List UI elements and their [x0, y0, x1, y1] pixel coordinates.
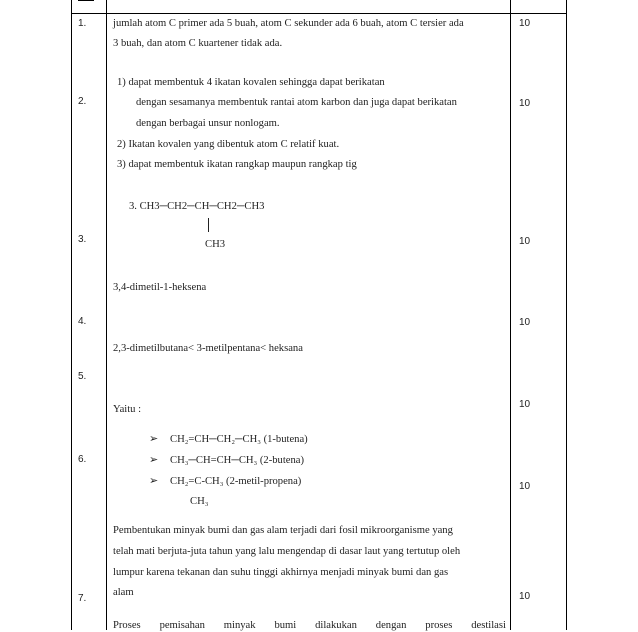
- row7-word: pemisahan: [159, 620, 205, 631]
- row4-answer: 2,3-dimetilbutana< 3-metilpentana< heksana: [113, 343, 303, 354]
- row7-word: proses: [425, 620, 453, 631]
- row7-text-line-2: telah mati berjuta-juta tahun yang lalu mengendap di dasar laut yang tertutup oleh: [113, 546, 461, 557]
- row-score-4: 10: [519, 317, 531, 328]
- row7-text-line-4: alam: [113, 587, 134, 598]
- row-score-2: 10: [519, 98, 531, 109]
- row7-word: minyak: [223, 620, 256, 631]
- row6-item-3-branch: CH₃: [190, 496, 209, 507]
- row7-word: bumi: [274, 620, 297, 631]
- row-number-4: 4.: [78, 316, 87, 327]
- table-column-divider-1: [106, 0, 107, 630]
- table-border-right: [566, 0, 567, 630]
- row6-bullet-2: ➢: [149, 454, 159, 466]
- row7-text-line-3: lumpur karena tekanan dan suhu tinggi akhirnya menjadi minyak bumi dan gas: [113, 567, 449, 578]
- row-number-2: 2.: [78, 96, 87, 107]
- row7-word: destilasi: [471, 620, 506, 631]
- row5-intro: Yaitu :: [113, 404, 142, 415]
- row7-word: Proses: [113, 620, 141, 631]
- row-score-5: 10: [519, 399, 531, 410]
- row3-answer: 3,4-dimetil-1-heksena: [113, 282, 207, 293]
- row-number-7: 7.: [78, 593, 87, 604]
- row-number-3: 3.: [78, 234, 87, 245]
- row6-item-3: CH₂=C-CH₃ (2-metil-propena): [170, 476, 302, 487]
- row3-formula-main: 3. CH3─CH2─CH─CH2─CH3: [129, 201, 265, 212]
- row6-item-2: CH₃─CH=CH─CH₃ (2-butena): [170, 455, 305, 466]
- row-number-1: 1.: [78, 18, 87, 29]
- row-number-6: 6.: [78, 454, 87, 465]
- table-header-mark: [78, 0, 94, 1]
- row2-text-line-4: 2) Ikatan kovalen yang dibentuk atom C relatif kuat.: [117, 139, 340, 150]
- row7-word: dilakukan: [315, 620, 357, 631]
- row1-text-line-1: jumlah atom C primer ada 5 buah, atom C sekunder ada 6 buah, atom C tersier ada: [113, 18, 464, 29]
- row2-text-line-5: 3) dapat membentuk ikatan rangkap maupun rangkap tig: [117, 159, 357, 170]
- table-column-divider-2: [510, 0, 511, 630]
- row-number-5: 5.: [78, 371, 87, 382]
- row7-word: dengan: [375, 620, 407, 631]
- table-header-bottom-line: [71, 13, 567, 14]
- row3-formula-branch: CH3: [205, 239, 226, 250]
- table-border-left: [71, 0, 72, 630]
- row-score-7: 10: [519, 591, 531, 602]
- row6-bullet-1: ➢: [149, 433, 159, 445]
- row-score-6: 10: [519, 481, 531, 492]
- row-score-3: 10: [519, 236, 531, 247]
- row7-text-line-5: [113, 619, 506, 632]
- row2-text-line-3: dengan berbagai unsur nonlogam.: [136, 118, 280, 129]
- row7-text-line-1: Pembentukan minyak bumi dan gas alam terjadi dari fosil mikroorganisme yang: [113, 525, 453, 536]
- row2-text-line-1: 1) dapat membentuk 4 ikatan kovalen sehingga dapat berikatan: [117, 77, 385, 88]
- row6-item-1: CH₂=CH─CH₂─CH₃ (1-butena): [170, 434, 308, 445]
- row2-text-line-2: dengan sesamanya membentuk rantai atom karbon dan juga dapat berikatan: [136, 97, 457, 108]
- row1-text-line-2: 3 buah, dan atom C kuartener tidak ada.: [113, 38, 283, 49]
- row3-formula-bond-line: [208, 218, 209, 232]
- row-score-1: 10: [519, 18, 531, 29]
- row6-bullet-3: ➢: [149, 475, 159, 487]
